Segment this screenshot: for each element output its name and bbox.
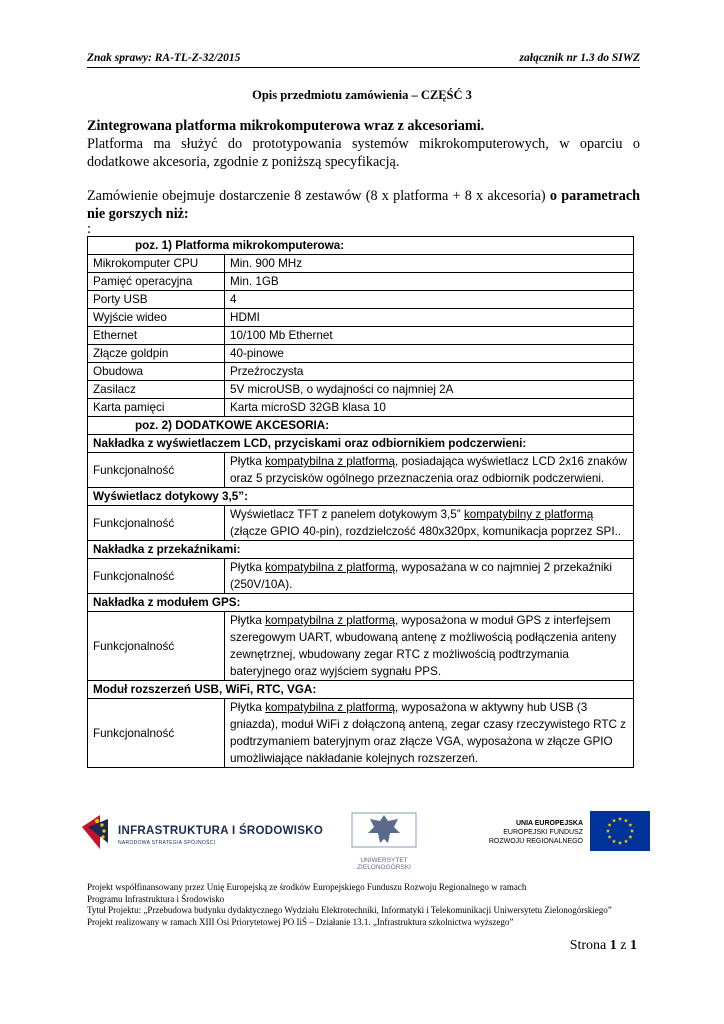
- accessory-function-row: [88, 506, 634, 541]
- spec-label: Ethernet: [88, 327, 225, 345]
- spec-label: Złącze goldpin: [88, 345, 225, 363]
- spec-value: Przeźroczysta: [225, 363, 634, 381]
- footer-line-4: Projekt realizowany w ramach XIII Osi Priorytetowej PO IiŚ – Działanie 13.1. „Infrastruktura szkolnictwa wyższego”: [87, 916, 514, 927]
- spec-label: Obudowa: [88, 363, 225, 381]
- accessory-group-row: [88, 435, 634, 453]
- spec-label: Mikrokomputer CPU: [88, 255, 225, 273]
- accessory-function-row: [88, 453, 634, 488]
- compatibility-text: kompatybilny z platformą: [463, 508, 594, 521]
- description-prefix: Płytka: [230, 561, 266, 574]
- eu-line-1: UNIA EUROPEJSKA: [515, 820, 583, 827]
- spec-row: [88, 327, 634, 345]
- accessory-title: Nakładka z modułem GPS:: [88, 594, 634, 612]
- accessory-function-row: [88, 559, 634, 594]
- function-description: [225, 612, 634, 681]
- section-2-title: poz. 2) DODATKOWE AKCESORIA:: [88, 417, 634, 435]
- document-header: [87, 51, 640, 68]
- spec-label: Porty USB: [88, 291, 225, 309]
- page-total: 1: [630, 938, 637, 953]
- accessory-title: Moduł rozszerzeń USB, WiFi, RTC, VGA:: [88, 681, 634, 699]
- intro-section: [87, 117, 640, 235]
- case-number: Znak sprawy: RA-TL-Z-32/2015: [87, 52, 241, 64]
- description-prefix: Płytka: [230, 455, 266, 468]
- page-of: z: [620, 938, 627, 953]
- spec-value: 4: [225, 291, 634, 309]
- intro-heading: Zintegrowana platforma mikrokomputerowa wraz z akcesoriami.: [87, 118, 485, 134]
- section-row: [88, 237, 634, 255]
- spec-row: [88, 309, 634, 327]
- page-number: [570, 938, 637, 954]
- eu-flag-icon: [590, 811, 650, 851]
- accessory-title: Wyświetlacz dotykowy 3,5”:: [88, 488, 634, 506]
- function-label: Funkcjonalność: [88, 559, 225, 594]
- description-suffix: , wyposażona w moduł GPS z interfejsem szeregowym UART, wbudowaną antenę z możliwością podłączenia anteny zewnętrznej, wbudowany zegar RTC z możliwością podtrzymania bateryjnego oraz wyjściem sygnału PPS.: [230, 614, 617, 678]
- function-description: [225, 453, 634, 488]
- intro-colon: :: [87, 221, 91, 237]
- footer-line-3: Tytuł Projektu: „Przebudowa budynku dydaktycznego Wydziału Elektrotechniki, Informatyki i Telekomunikacji Uniwersytetu Zielonogórskiego”: [87, 905, 612, 915]
- university-name-line2: ZIELONOGÓRSKI: [357, 864, 411, 871]
- intro-paragraph-2-bold: o parametrach nie gorszych niż:: [87, 188, 641, 222]
- infrastruktura-subtitle: NARODOWA STRATEGIA SPÓJNOŚCI: [118, 840, 216, 846]
- spec-value: Min. 1GB: [225, 273, 634, 291]
- description-prefix: Płytka: [230, 701, 266, 714]
- spec-label: Zasilacz: [88, 381, 225, 399]
- accessory-group-row: [88, 488, 634, 506]
- intro-paragraph-2: [87, 187, 640, 223]
- description-suffix: , wyposażona w aktywny hub USB (3 gniazda), moduł WiFi z dołączoną anteną, zegar czasy rzeczywistego RTC z podtrzymaniem bateryjnym oraz złącze VGA, wyposażona w złącze GPIO umożliwiające nakładanie kolejnych rozszerzeń.: [230, 701, 627, 765]
- spec-row: [88, 273, 634, 291]
- spec-row: [88, 345, 634, 363]
- description-suffix: , posiadająca wyświetlacz LCD 2x16 znaków oraz 5 przycisków ogólnego przeznaczenia oraz odbiornik podczerwieni.: [230, 455, 627, 485]
- infrastruktura-emblem-icon: [80, 813, 114, 851]
- eu-line-3: ROZWOJU REGIONALNEGO: [488, 838, 583, 845]
- university-name-line1: UNIWERSYTET: [360, 857, 408, 864]
- compatibility-text: kompatybilna z platformą: [265, 455, 395, 468]
- spec-row: [88, 381, 634, 399]
- function-description: [225, 699, 634, 768]
- spec-row: [88, 399, 634, 417]
- section-row: [88, 417, 634, 435]
- spec-label: Karta pamięci: [88, 399, 225, 417]
- document-title: Opis przedmiotu zamówienia – CZĘŚĆ 3: [252, 88, 472, 102]
- function-label: Funkcjonalność: [88, 699, 225, 768]
- spec-label: Wyjście wideo: [88, 309, 225, 327]
- compatibility-text: kompatybilna z platformą: [265, 701, 395, 714]
- spec-row: [88, 363, 634, 381]
- spec-value: HDMI: [225, 309, 634, 327]
- logos-bar: [80, 805, 650, 875]
- spec-value: 5V microUSB, o wydajności co najmniej 2A: [225, 381, 634, 399]
- spec-value: Karta microSD 32GB klasa 10: [225, 399, 634, 417]
- document-footer: [87, 882, 640, 928]
- accessory-group-row: [88, 681, 634, 699]
- university-logo: [342, 805, 426, 875]
- eagle-emblem-icon: [342, 805, 426, 855]
- eu-logo: [485, 809, 650, 855]
- spec-value: 10/100 Mb Ethernet: [225, 327, 634, 345]
- compatibility-text: kompatybilna z platformą: [265, 561, 395, 574]
- function-description: [225, 506, 634, 541]
- accessory-group-row: [88, 541, 634, 559]
- spec-row: [88, 291, 634, 309]
- description-prefix: Wyświetlacz TFT z panelem dotykowym 3,5”: [230, 508, 464, 521]
- footer-line-2: Programu Infrastruktura i Środowisko: [87, 893, 225, 904]
- function-label: Funkcjonalność: [88, 612, 225, 681]
- description-prefix: Płytka: [230, 614, 266, 627]
- intro-paragraph-1: Platforma ma służyć do prototypowania systemów mikrokomputerowych, w oparciu o dodatkowe akcesoria, zgodnie z poniższą specyfikacją.: [87, 136, 640, 170]
- eu-text: [489, 819, 583, 846]
- function-label: Funkcjonalność: [88, 506, 225, 541]
- spec-row: [88, 255, 634, 273]
- accessory-title: Nakładka z wyświetlaczem LCD, przyciskami oraz odbiornikiem podczerwieni:: [88, 435, 634, 453]
- accessory-function-row: [88, 699, 634, 768]
- infrastruktura-name: INFRASTRUKTURA I ŚRODOWISKO: [118, 825, 324, 837]
- accessory-title: Nakładka z przekaźnikami:: [88, 541, 634, 559]
- footer-line-1: Projekt współfinansowany przez Unię Europejską ze środków Europejskiego Funduszu Rozwoju Regionalnego w ramach: [87, 882, 527, 892]
- spec-value: 40-pinowe: [225, 345, 634, 363]
- function-description: [225, 559, 634, 594]
- description-suffix: (złącze GPIO 40-pin), rozdzielczość 480x320px, komunikacja poprzez SPI..: [230, 525, 622, 538]
- infrastruktura-logo: [80, 813, 324, 853]
- spec-value: Min. 900 MHz: [225, 255, 634, 273]
- function-label: Funkcjonalność: [88, 453, 225, 488]
- page-current: 1: [609, 938, 617, 953]
- accessory-function-row: [88, 612, 634, 681]
- description-suffix: , wyposażana w co najmniej 2 przekaźniki (250V/10A).: [230, 561, 612, 591]
- specification-table: [87, 236, 634, 768]
- page-label: Strona: [569, 938, 607, 953]
- compatibility-text: kompatybilna z platformą: [265, 614, 395, 627]
- attachment-number: załącznik nr 1.3 do SIWZ: [519, 52, 640, 64]
- eu-line-2: EUROPEJSKI FUNDUSZ: [503, 829, 583, 836]
- spec-label: Pamięć operacyjna: [88, 273, 225, 291]
- intro-paragraph-2-text: Zamówienie obejmuje dostarczenie 8 zestawów (8 x platforma + 8 x akcesoria): [87, 188, 550, 204]
- section-1-title: poz. 1) Platforma mikrokomputerowa:: [88, 237, 634, 255]
- accessory-group-row: [88, 594, 634, 612]
